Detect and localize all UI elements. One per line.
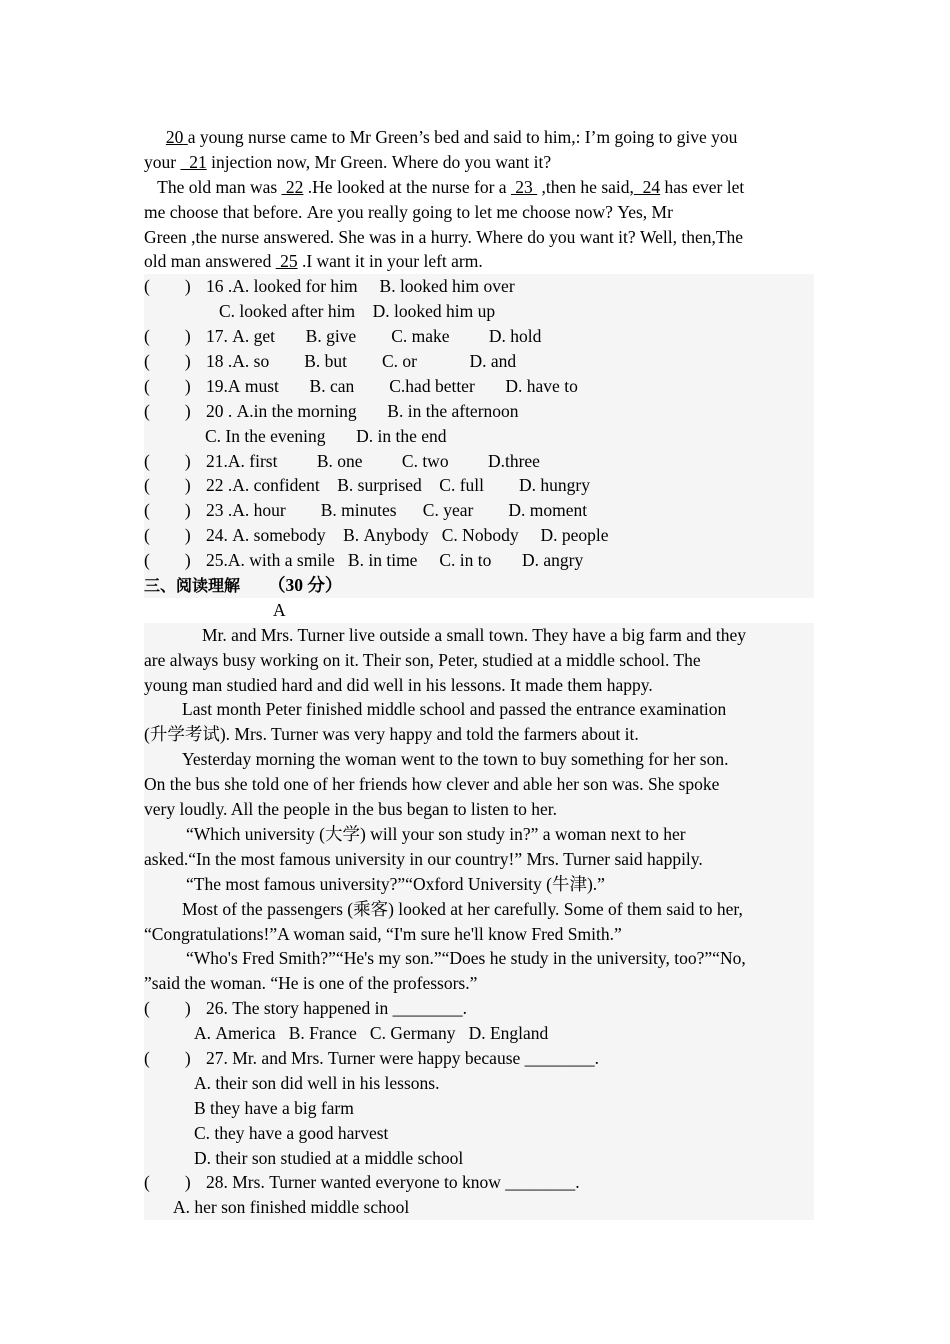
cloze-text: Green ,the nurse answered. She was in a hurry. Where do you want it? Well, then,The	[144, 226, 744, 247]
question-option-text: D. their son studied at a middle school	[194, 1147, 464, 1168]
question-text: 23 .A. hour B. minutes C. year D. moment	[206, 500, 588, 521]
question-text: 28. Mrs. Turner wanted everyone to know ________.	[206, 1172, 580, 1193]
question-text: 24. A. somebody B. Anybody C. Nobody D. people	[206, 525, 609, 546]
cloze-line	[144, 249, 814, 274]
answer-paren: ( )	[144, 450, 191, 471]
cloze-text: ,then he said,	[537, 176, 634, 197]
question-text: 25.A. with a smile B. in time C. in to D. angry	[206, 550, 584, 571]
question-row	[144, 523, 814, 548]
answer-paren: ( )	[144, 998, 191, 1019]
cloze-line	[144, 150, 814, 175]
answer-paren: ( )	[144, 475, 191, 496]
cloze-text: has ever let	[660, 176, 745, 197]
answer-paren: ( )	[144, 1047, 191, 1068]
blank-number: 23	[510, 176, 538, 197]
blank-number: 20	[165, 127, 184, 147]
question-row	[144, 449, 814, 474]
question-row	[144, 1146, 814, 1171]
question-text: 27. Mr. and Mrs. Turner were happy because ________.	[206, 1047, 600, 1068]
question-row	[144, 424, 814, 449]
question-text: 26. The story happened in ________.	[206, 998, 467, 1019]
answer-paren: ( )	[144, 1172, 191, 1193]
answer-paren: ( )	[144, 500, 191, 521]
cloze-text: old man answered	[144, 251, 276, 272]
passage-line: ”said the woman. “He is one of the professors.”	[144, 971, 814, 996]
section-heading	[144, 573, 814, 598]
question-row	[144, 1046, 814, 1071]
question-option-text: C. In the evening D. in the end	[205, 425, 447, 446]
question-row	[144, 1071, 814, 1096]
question-text: 16 .A. looked for him B. looked him over	[206, 276, 515, 297]
passage-line: Mr. and Mrs. Turner live outside a small town. They have a big farm and they	[144, 623, 814, 648]
answer-paren: ( )	[144, 326, 191, 347]
cloze-text: The old man was	[157, 176, 282, 197]
question-row	[144, 274, 814, 299]
cloze-line	[144, 225, 814, 250]
blank-number: 22	[281, 176, 304, 197]
passage-line: (升学考试). Mrs. Turner was very happy and told the farmers about it.	[144, 722, 814, 747]
cloze-line	[144, 125, 814, 150]
question-row	[144, 1121, 814, 1146]
answer-paren: ( )	[144, 550, 191, 571]
section-title: 三、阅读理解	[144, 576, 241, 596]
question-option-text: C. looked after him D. looked him up	[219, 301, 496, 322]
cloze-text: your	[144, 151, 181, 172]
question-row	[144, 399, 814, 424]
passage-line: Yesterday morning the woman went to the town to buy something for her son.	[144, 747, 814, 772]
question-text: 20 . A.in the morning B. in the afternoon	[206, 400, 519, 421]
answer-paren: ( )	[144, 351, 191, 372]
cloze-text: a young nurse came to Mr Green’s bed and said to him,: I’m going to give you	[187, 127, 738, 147]
question-row	[144, 1021, 814, 1046]
question-row	[144, 498, 814, 523]
question-row	[144, 374, 814, 399]
blank-number: 25	[275, 251, 298, 272]
question-option-text: C. they have a good harvest	[194, 1122, 389, 1143]
passage-line: Most of the passengers (乘客) looked at her carefully. Some of them said to her,	[144, 897, 814, 922]
question-row	[144, 1096, 814, 1121]
question-row	[144, 299, 814, 324]
question-option-text: A. their son did well in his lessons.	[194, 1072, 440, 1093]
question-row	[144, 996, 814, 1021]
cloze-text: .I want it in your left arm.	[297, 251, 483, 272]
passage-line: “The most famous university?”“Oxford University (牛津).”	[144, 872, 814, 897]
passage-line: asked.“In the most famous university in our country!” Mrs. Turner said happily.	[144, 847, 814, 872]
passage-line: very loudly. All the people in the bus began to listen to her.	[144, 797, 814, 822]
question-row	[144, 1170, 814, 1195]
passage-line: “Which university (大学) will your son study in?” a woman next to her	[144, 822, 814, 847]
answer-paren: ( )	[144, 400, 191, 421]
blank-number: 24	[633, 176, 661, 197]
passage-line: young man studied hard and did well in his lessons. It made them happy.	[144, 673, 814, 698]
document-page	[144, 125, 814, 1220]
blank-number: 21	[180, 151, 207, 172]
question-row	[144, 324, 814, 349]
question-text: 22 .A. confident B. surprised C. full D. hungry	[206, 475, 590, 496]
answer-paren: ( )	[144, 276, 191, 297]
passage-label: A	[273, 599, 286, 620]
cloze-text: injection now, Mr Green. Where do you want it?	[206, 151, 552, 172]
question-option-text: A. her son finished middle school	[173, 1197, 410, 1218]
section-score: （30 分）	[268, 575, 343, 596]
passage-line: “Congratulations!”A woman said, “I'm sure he'll know Fred Smith.”	[144, 922, 814, 947]
question-row	[144, 1195, 814, 1220]
cloze-line	[144, 175, 814, 200]
answer-paren: ( )	[144, 525, 191, 546]
question-row	[144, 349, 814, 374]
cloze-text: .He looked at the nurse for a	[303, 176, 511, 197]
question-text: 19.A must B. can C.had better D. have to	[206, 375, 578, 396]
cloze-line	[144, 200, 814, 225]
passage-line: On the bus she told one of her friends how clever and able her son was. She spoke	[144, 772, 814, 797]
passage-line: “Who's Fred Smith?”“He's my son.”“Does he study in the university, too?”“No,	[144, 946, 814, 971]
question-option-text: B they have a big farm	[194, 1097, 354, 1118]
passage-line: Last month Peter finished middle school and passed the entrance examination	[144, 697, 814, 722]
answer-paren: ( )	[144, 375, 191, 396]
cloze-text: me choose that before. Are you really going to let me choose now? Yes, Mr	[144, 201, 673, 222]
passage-line: are always busy working on it. Their son, Peter, studied at a middle school. The	[144, 648, 814, 673]
question-option-text: A. America B. France C. Germany D. England	[194, 1023, 549, 1044]
question-row	[144, 473, 814, 498]
question-text: 18 .A. so B. but C. or D. and	[206, 351, 517, 372]
question-row	[144, 548, 814, 573]
question-text: 17. A. get B. give C. make D. hold	[206, 326, 542, 347]
question-text: 21.A. first B. one C. two D.three	[206, 450, 540, 471]
